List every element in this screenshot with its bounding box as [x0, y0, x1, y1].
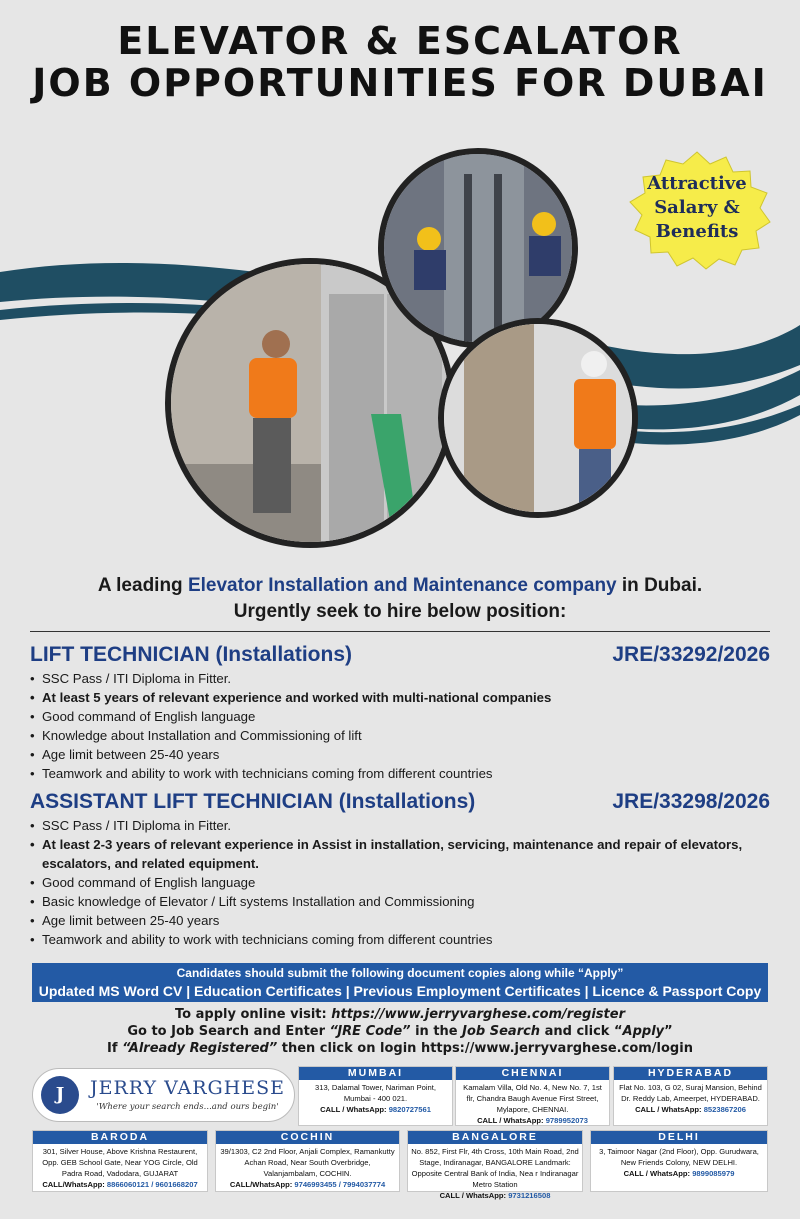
office-address: 39/1303, C2 2nd Floor, Anjali Complex, Ramankutty Achan Road, Near South Overbridge, Valanjambalam, COCHIN. [220, 1147, 395, 1178]
requirement-item: • Good command of English language [30, 707, 770, 726]
job-code: JRE/33298/2026 [612, 790, 770, 813]
office-city: COCHIN [216, 1131, 399, 1144]
phone-number[interactable]: 9746993455 / 7994037774 [294, 1180, 386, 1189]
job-header [30, 643, 770, 667]
documents-box [32, 963, 768, 1002]
apply-text: in the [410, 1024, 463, 1039]
apply-text: ” [664, 1024, 673, 1039]
salary-badge-text [622, 172, 772, 244]
badge-line3: Benefits [655, 221, 739, 242]
phone-label: CALL / WhatsApp: [320, 1105, 389, 1114]
office-address: Flat No. 103, G 02, Suraj Mansion, Behind Dr. Reddy Lab, Ameerpet, HYDERABAD. [619, 1083, 762, 1103]
phone-label: CALL / WhatsApp: [439, 1191, 509, 1200]
apply-text: then click on login [277, 1041, 421, 1056]
requirement-item: • At least 2-3 years of relevant experience in Assist in installation, servicing, maintenance and repair of elevators, escalators, and related equipment. [30, 835, 770, 873]
apply-line1 [0, 1006, 800, 1023]
apply-text: Go to Job Search and Enter [127, 1024, 330, 1039]
apply-emph: Job Search [462, 1024, 541, 1039]
phone-number[interactable]: 9820727561 [388, 1105, 431, 1114]
intro-highlight: Elevator Installation and Maintenance company [187, 575, 617, 596]
job-title: ASSISTANT LIFT TECHNICIAN (Installations) [30, 790, 476, 813]
phone-number[interactable]: 9731216508 [508, 1191, 551, 1200]
requirement-item: • Age limit between 25-40 years [30, 745, 770, 764]
logo-tagline: 'Where your search ends...and ours begin' [96, 1102, 279, 1112]
requirement-item: • SSC Pass / ITI Diploma in Fitter. [30, 669, 770, 688]
requirement-item: • Teamwork and ability to work with technicians coming from different countries [30, 764, 770, 783]
office-phone [299, 1104, 452, 1115]
requirement-item: • Good command of English language [30, 873, 770, 892]
intro-text [0, 573, 800, 625]
office-phone [591, 1168, 767, 1179]
office-city: CHENNAI [456, 1067, 609, 1080]
headline-line1: ELEVATOR & ESCALATOR [117, 19, 683, 63]
office-address: 313, Dalamal Tower, Nariman Point, Mumbai - 400 021. [315, 1083, 436, 1103]
logo-name: JERRY VARGHESE [89, 1077, 286, 1099]
logo-mark-icon: J [41, 1076, 79, 1114]
requirement-item: • Knowledge about Installation and Commissioning of lift [30, 726, 770, 745]
office-chennai [455, 1066, 610, 1126]
phone-label: CALL / WhatsApp: [623, 1169, 693, 1178]
apply-emph: “JRE Code” [329, 1024, 411, 1039]
office-delhi [590, 1130, 768, 1192]
requirement-item: • At least 5 years of relevant experience and worked with multi-national companies [30, 688, 770, 707]
badge-line1: Attractive [647, 173, 747, 194]
requirement-item: • Teamwork and ability to work with technicians coming from different countries [30, 930, 770, 949]
phone-label: CALL / WhatsApp: [477, 1116, 546, 1125]
job-lift-technician [30, 643, 770, 783]
documents-intro: Candidates should submit the following document copies along while “Apply” [176, 966, 624, 980]
office-mumbai [298, 1066, 453, 1126]
office-phone [216, 1179, 399, 1190]
office-city: DELHI [591, 1131, 767, 1144]
requirement-item: • Age limit between 25-40 years [30, 911, 770, 930]
apply-text: and click “ [540, 1024, 623, 1039]
job-requirements [30, 669, 770, 783]
login-link[interactable]: https://www.jerryvarghese.com/login [420, 1041, 693, 1056]
apply-instructions [0, 1006, 800, 1057]
office-phone [614, 1104, 767, 1115]
office-address: 301, Silver House, Above Krishna Restaurent, Opp. GEB School Gate, Near YOG Circle, Old Padra Road, Vadodara, GUJARAT [42, 1147, 198, 1178]
phone-label: CALL/WhatsApp: [229, 1180, 295, 1189]
phone-number[interactable]: 8866060121 / 9601668207 [106, 1180, 198, 1189]
company-logo [32, 1068, 295, 1122]
office-city: MUMBAI [299, 1067, 452, 1080]
office-city: BARODA [33, 1131, 207, 1144]
job-header [30, 790, 770, 814]
apply-emph: “Already Registered” [122, 1041, 278, 1056]
office-bangalore [407, 1130, 583, 1200]
intro-line2: Urgently seek to hire below position: [233, 601, 567, 622]
phone-label: CALL / WhatsApp: [635, 1105, 704, 1114]
office-phone [456, 1115, 609, 1126]
apply-emph: Apply [622, 1024, 665, 1039]
office-phone [408, 1190, 582, 1201]
phone-number[interactable]: 9899085979 [692, 1169, 735, 1178]
office-phone [33, 1179, 207, 1190]
badge-line2: Salary & [654, 197, 740, 218]
job-code: JRE/33292/2026 [612, 643, 770, 666]
apply-text: To apply online visit: [175, 1007, 332, 1022]
apply-line3 [0, 1040, 800, 1057]
office-city: HYDERABAD [614, 1067, 767, 1080]
apply-text: If [107, 1041, 123, 1056]
requirement-item: • SSC Pass / ITI Diploma in Fitter. [30, 816, 770, 835]
technician-measuring-photo [438, 318, 638, 518]
office-cochin [215, 1130, 400, 1192]
section-divider [30, 631, 770, 632]
intro-post: in Dubai. [616, 575, 703, 596]
phone-number[interactable]: 9789952073 [545, 1116, 588, 1125]
job-assistant-lift-technician [30, 790, 770, 949]
office-baroda [32, 1130, 208, 1192]
headline-line2: JOB OPPORTUNITIES FOR DUBAI [32, 61, 768, 105]
register-link[interactable]: https://www.jerryvarghese.com/register [331, 1007, 625, 1022]
intro-line1 [0, 573, 800, 599]
office-address: 3, Taimoor Nagar (2nd Floor), Opp. Gurudwara, New Friends Colony, NEW DELHI. [599, 1147, 759, 1167]
job-title: LIFT TECHNICIAN (Installations) [30, 643, 352, 666]
phone-label: CALL/WhatsApp: [42, 1180, 107, 1189]
documents-list: Updated MS Word CV | Education Certificates | Previous Employment Certificates | Licence & Passport Copy [38, 983, 762, 999]
job-requirements [30, 816, 770, 949]
intro-pre: A leading [97, 575, 188, 596]
headline [0, 20, 800, 104]
office-address: No. 852, First Flr, 4th Cross, 10th Main Road, 2nd Stage, Indiranagar, BANGALORE Landmark: Opposite Central Bank of India, Nea r Indiranagar Metro Station [411, 1147, 579, 1189]
office-city: BANGALORE [408, 1131, 582, 1144]
office-hyderabad [613, 1066, 768, 1126]
apply-line2 [0, 1023, 800, 1040]
requirement-item: • Basic knowledge of Elevator / Lift systems Installation and Commissioning [30, 892, 770, 911]
phone-number[interactable]: 8523867206 [703, 1105, 746, 1114]
office-address: Kamalam Villa, Old No. 4, New No. 7, 1st flr, Chandra Baugh Avenue First Street, Mylapore, CHENNAI. [463, 1083, 602, 1114]
